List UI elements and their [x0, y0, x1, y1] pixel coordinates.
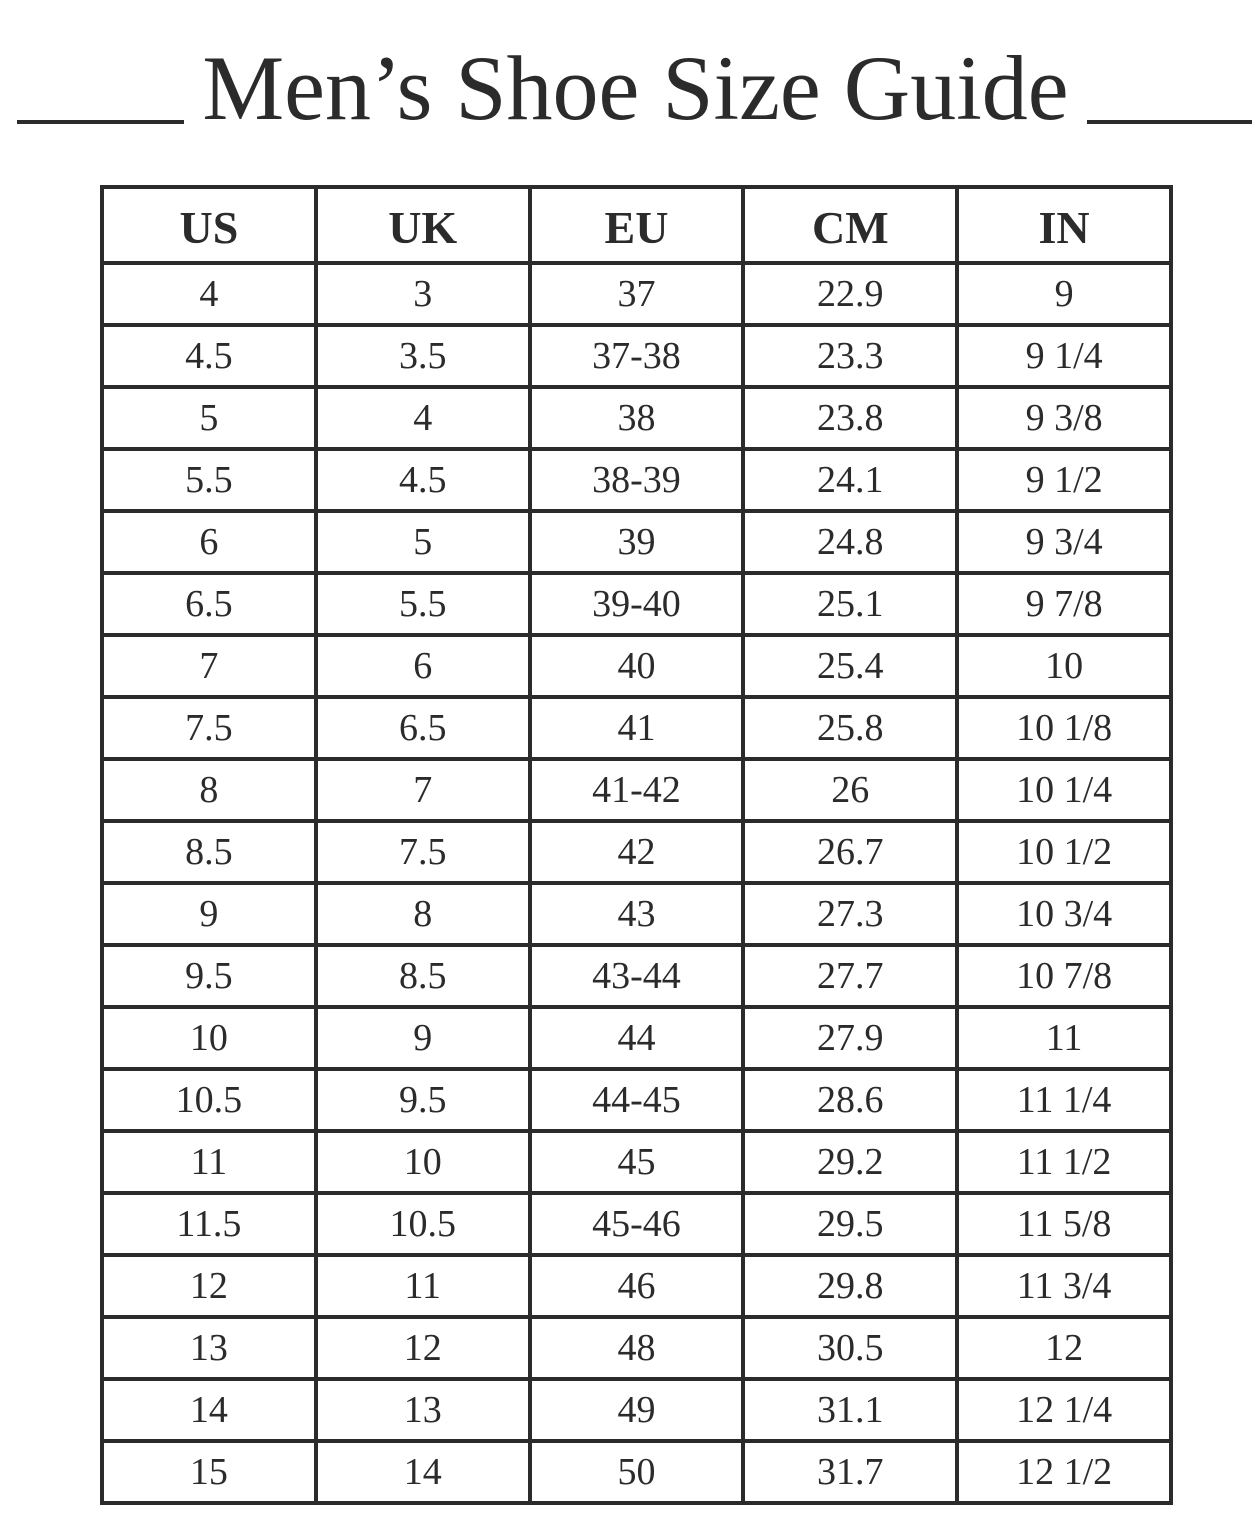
cell-in: 11 1/4	[957, 1069, 1171, 1131]
cell-uk: 7.5	[316, 821, 530, 883]
cell-eu: 50	[530, 1441, 744, 1503]
cell-us: 7.5	[102, 697, 316, 759]
cell-eu: 46	[530, 1255, 744, 1317]
cell-cm: 27.7	[743, 945, 957, 1007]
cell-us: 12	[102, 1255, 316, 1317]
table-row	[102, 1131, 1171, 1193]
cell-eu: 39-40	[530, 573, 744, 635]
cell-in: 10 1/8	[957, 697, 1171, 759]
table-row	[102, 821, 1171, 883]
cell-uk: 5	[316, 511, 530, 573]
cell-in: 9 3/4	[957, 511, 1171, 573]
cell-cm: 29.2	[743, 1131, 957, 1193]
cell-uk: 3	[316, 263, 530, 325]
cell-us: 9	[102, 883, 316, 945]
cell-in: 10	[957, 635, 1171, 697]
cell-cm: 23.8	[743, 387, 957, 449]
table-row	[102, 325, 1171, 387]
cell-in: 10 1/2	[957, 821, 1171, 883]
cell-eu: 45-46	[530, 1193, 744, 1255]
cell-in: 9 1/2	[957, 449, 1171, 511]
cell-uk: 9.5	[316, 1069, 530, 1131]
cell-eu: 38-39	[530, 449, 744, 511]
cell-eu: 39	[530, 511, 744, 573]
cell-uk: 9	[316, 1007, 530, 1069]
page-title: Men’s Shoe Size Guide	[202, 37, 1069, 139]
cell-us: 6.5	[102, 573, 316, 635]
cell-uk: 4	[316, 387, 530, 449]
table-row	[102, 573, 1171, 635]
cell-eu: 37	[530, 263, 744, 325]
cell-us: 10	[102, 1007, 316, 1069]
cell-cm: 25.8	[743, 697, 957, 759]
cell-eu: 43-44	[530, 945, 744, 1007]
table-row	[102, 945, 1171, 1007]
table-row	[102, 1069, 1171, 1131]
cell-eu: 44	[530, 1007, 744, 1069]
cell-eu: 45	[530, 1131, 744, 1193]
cell-us: 8	[102, 759, 316, 821]
cell-us: 4	[102, 263, 316, 325]
cell-in: 12 1/2	[957, 1441, 1171, 1503]
title-rule-left	[17, 120, 184, 124]
cell-in: 11 5/8	[957, 1193, 1171, 1255]
cell-cm: 27.3	[743, 883, 957, 945]
table-row	[102, 263, 1171, 325]
cell-cm: 28.6	[743, 1069, 957, 1131]
cell-us: 10.5	[102, 1069, 316, 1131]
cell-cm: 27.9	[743, 1007, 957, 1069]
cell-in: 10 1/4	[957, 759, 1171, 821]
cell-uk: 7	[316, 759, 530, 821]
table-body	[102, 263, 1171, 1503]
cell-us: 11	[102, 1131, 316, 1193]
cell-cm: 24.1	[743, 449, 957, 511]
cell-eu: 41-42	[530, 759, 744, 821]
cell-cm: 31.1	[743, 1379, 957, 1441]
cell-uk: 12	[316, 1317, 530, 1379]
table-row	[102, 759, 1171, 821]
cell-us: 5	[102, 387, 316, 449]
cell-cm: 26	[743, 759, 957, 821]
cell-uk: 4.5	[316, 449, 530, 511]
cell-in: 9 3/8	[957, 387, 1171, 449]
cell-in: 12	[957, 1317, 1171, 1379]
cell-uk: 6.5	[316, 697, 530, 759]
table-row	[102, 511, 1171, 573]
size-chart-table	[100, 185, 1173, 1505]
table-row	[102, 635, 1171, 697]
cell-uk: 14	[316, 1441, 530, 1503]
cell-eu: 41	[530, 697, 744, 759]
cell-eu: 49	[530, 1379, 744, 1441]
cell-cm: 24.8	[743, 511, 957, 573]
cell-us: 11.5	[102, 1193, 316, 1255]
cell-us: 5.5	[102, 449, 316, 511]
cell-us: 9.5	[102, 945, 316, 1007]
table-row	[102, 1255, 1171, 1317]
table-row	[102, 1317, 1171, 1379]
cell-eu: 43	[530, 883, 744, 945]
header-cm: CM	[743, 187, 957, 263]
header-row	[102, 187, 1171, 263]
table-row	[102, 883, 1171, 945]
header-eu: EU	[530, 187, 744, 263]
cell-eu: 42	[530, 821, 744, 883]
cell-us: 7	[102, 635, 316, 697]
cell-cm: 26.7	[743, 821, 957, 883]
cell-cm: 25.4	[743, 635, 957, 697]
cell-in: 11 1/2	[957, 1131, 1171, 1193]
cell-us: 6	[102, 511, 316, 573]
table-row	[102, 387, 1171, 449]
cell-uk: 13	[316, 1379, 530, 1441]
cell-in: 10 7/8	[957, 945, 1171, 1007]
cell-us: 13	[102, 1317, 316, 1379]
cell-eu: 38	[530, 387, 744, 449]
table-row	[102, 1441, 1171, 1503]
cell-uk: 8.5	[316, 945, 530, 1007]
cell-cm: 25.1	[743, 573, 957, 635]
cell-in: 9 1/4	[957, 325, 1171, 387]
header-uk: UK	[316, 187, 530, 263]
cell-in: 11 3/4	[957, 1255, 1171, 1317]
cell-cm: 29.8	[743, 1255, 957, 1317]
cell-uk: 3.5	[316, 325, 530, 387]
cell-cm: 23.3	[743, 325, 957, 387]
cell-us: 8.5	[102, 821, 316, 883]
cell-cm: 29.5	[743, 1193, 957, 1255]
cell-us: 4.5	[102, 325, 316, 387]
cell-eu: 44-45	[530, 1069, 744, 1131]
cell-in: 9 7/8	[957, 573, 1171, 635]
header-in: IN	[957, 187, 1171, 263]
cell-uk: 8	[316, 883, 530, 945]
table-row	[102, 1007, 1171, 1069]
cell-cm: 22.9	[743, 263, 957, 325]
cell-cm: 30.5	[743, 1317, 957, 1379]
header-us: US	[102, 187, 316, 263]
cell-in: 11	[957, 1007, 1171, 1069]
cell-eu: 40	[530, 635, 744, 697]
table-row	[102, 1379, 1171, 1441]
table-row	[102, 697, 1171, 759]
cell-uk: 6	[316, 635, 530, 697]
cell-eu: 37-38	[530, 325, 744, 387]
cell-uk: 10.5	[316, 1193, 530, 1255]
cell-eu: 48	[530, 1317, 744, 1379]
table-row	[102, 449, 1171, 511]
cell-uk: 10	[316, 1131, 530, 1193]
cell-us: 15	[102, 1441, 316, 1503]
cell-in: 10 3/4	[957, 883, 1171, 945]
cell-in: 12 1/4	[957, 1379, 1171, 1441]
cell-uk: 5.5	[316, 573, 530, 635]
cell-uk: 11	[316, 1255, 530, 1317]
title-banner	[0, 30, 1259, 150]
title-rule-right	[1087, 120, 1252, 124]
table-row	[102, 1193, 1171, 1255]
cell-in: 9	[957, 263, 1171, 325]
cell-cm: 31.7	[743, 1441, 957, 1503]
cell-us: 14	[102, 1379, 316, 1441]
